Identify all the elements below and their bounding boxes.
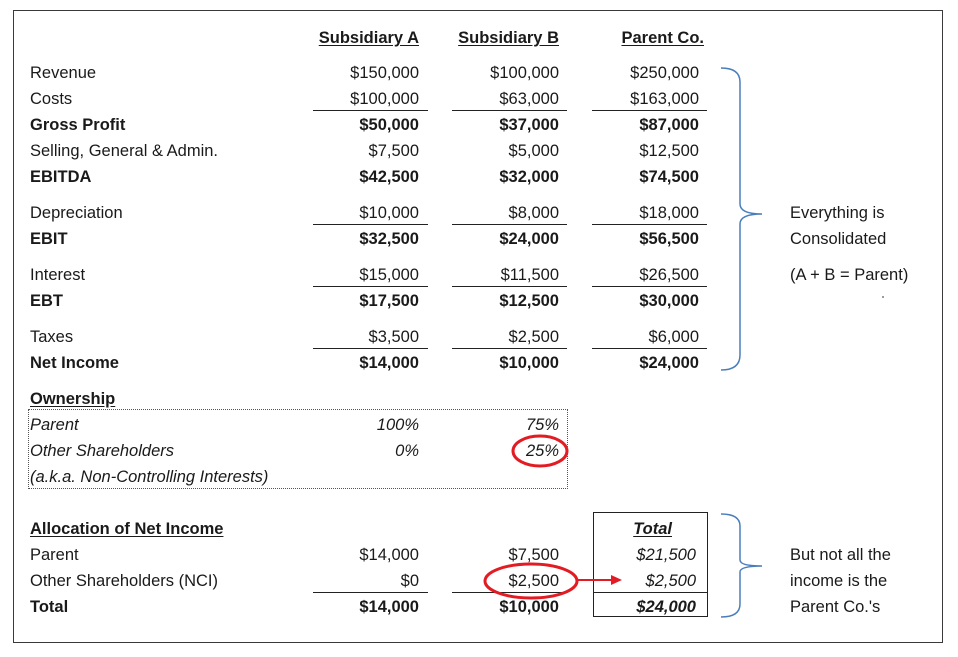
value-net-income-b: $10,000: [499, 354, 559, 372]
value-ebit-p: $56,500: [639, 230, 699, 248]
value-ebit-a: $32,500: [359, 230, 419, 248]
header-subsidiary-b: Subsidiary B: [458, 29, 559, 47]
value-net-income-a: $14,000: [359, 354, 419, 372]
value-costs-p: $163,000: [630, 90, 699, 108]
allocation-label-total: Total: [30, 598, 69, 616]
allocation-parent-b: $7,500: [508, 546, 559, 564]
header-subsidiary-a: Subsidiary A: [318, 29, 419, 47]
allocation-total-header: Total: [633, 520, 672, 538]
allocation-parent-total: $21,500: [636, 546, 696, 564]
value-ebt-p: $30,000: [639, 292, 699, 310]
row-label-sga: Selling, General & Admin.: [30, 142, 219, 160]
allocation-label-parent: Parent: [30, 546, 79, 564]
value-sga-b: $5,000: [508, 142, 559, 160]
allocation-total-a: $14,000: [359, 598, 419, 616]
allocation-grand-total: $24,000: [636, 598, 696, 616]
annotation-not-all-line3: Parent Co.'s: [790, 598, 881, 616]
value-gross-profit-b: $37,000: [499, 116, 559, 134]
value-ebitda-a: $42,500: [359, 168, 419, 186]
value-ebit-b: $24,000: [499, 230, 559, 248]
value-revenue-p: $250,000: [630, 64, 699, 82]
value-revenue-b: $100,000: [490, 64, 559, 82]
value-interest-b: $11,500: [500, 266, 559, 284]
value-sga-a: $7,500: [368, 142, 419, 160]
highlight-circle-nci-icon: [485, 564, 577, 598]
ownership-label-other: Other Shareholders: [30, 442, 174, 460]
value-ebt-a: $17,500: [359, 292, 419, 310]
value-gross-profit-a: $50,000: [359, 116, 419, 134]
value-revenue-a: $150,000: [350, 64, 419, 82]
ownership-parent-a: 100%: [376, 416, 419, 434]
bracket-allocation-icon: [721, 514, 762, 617]
row-label-ebit: EBIT: [30, 230, 68, 248]
row-label-interest: Interest: [30, 266, 86, 284]
row-label-gross-profit: Gross Profit: [30, 116, 126, 134]
row-label-revenue: Revenue: [30, 64, 97, 82]
annotation-not-all-line2: income is the: [790, 572, 888, 590]
annotation-everything-line2: Consolidated: [790, 230, 887, 248]
allocation-total-b: $10,000: [499, 598, 559, 616]
value-net-income-p: $24,000: [639, 354, 699, 372]
ownership-label-nci: (a.k.a. Non-Controlling Interests): [30, 468, 269, 486]
value-gross-profit-p: $87,000: [639, 116, 699, 134]
row-label-depreciation: Depreciation: [30, 204, 123, 222]
allocation-nci-total: $2,500: [645, 572, 696, 590]
value-costs-a: $100,000: [350, 90, 419, 108]
value-depreciation-b: $8,000: [508, 204, 559, 222]
value-ebitda-p: $74,500: [639, 168, 699, 186]
annotation-everything-line3: (A + B = Parent): [790, 266, 909, 284]
value-taxes-p: $6,000: [648, 328, 699, 346]
allocation-nci-b: $2,500: [508, 572, 559, 590]
ownership-other-a: 0%: [395, 442, 419, 460]
ownership-title: Ownership: [30, 390, 116, 408]
row-label-ebitda: EBITDA: [30, 168, 92, 186]
value-depreciation-p: $18,000: [639, 204, 699, 222]
bracket-consolidated-icon: [721, 68, 762, 370]
ownership-parent-b: 75%: [525, 416, 559, 434]
annotation-not-all-line1: But not all the: [790, 546, 891, 564]
value-ebt-b: $12,500: [499, 292, 559, 310]
allocation-label-nci: Other Shareholders (NCI): [30, 572, 218, 590]
annotation-everything-line1: Everything is: [790, 204, 885, 222]
value-interest-p: $26,500: [639, 266, 699, 284]
row-label-net-income: Net Income: [30, 354, 119, 372]
allocation-parent-a: $14,000: [359, 546, 419, 564]
value-taxes-b: $2,500: [508, 328, 559, 346]
header-parent-co: Parent Co.: [621, 29, 704, 47]
ownership-other-b: 25%: [525, 442, 559, 460]
value-depreciation-a: $10,000: [359, 204, 419, 222]
value-taxes-a: $3,500: [368, 328, 419, 346]
value-interest-a: $15,000: [359, 266, 419, 284]
ownership-label-parent: Parent: [30, 416, 79, 434]
allocation-nci-a: $0: [400, 572, 419, 590]
row-label-taxes: Taxes: [30, 328, 74, 346]
value-sga-p: $12,500: [639, 142, 699, 160]
allocation-title: Allocation of Net Income: [30, 520, 224, 538]
value-costs-b: $63,000: [499, 90, 559, 108]
row-label-ebt: EBT: [30, 292, 63, 310]
stray-dot-icon: [882, 296, 884, 298]
highlight-circle-25-percent-icon: [513, 436, 567, 466]
arrow-head-icon: [611, 575, 622, 585]
value-ebitda-b: $32,000: [499, 168, 559, 186]
row-label-costs: Costs: [30, 90, 73, 108]
